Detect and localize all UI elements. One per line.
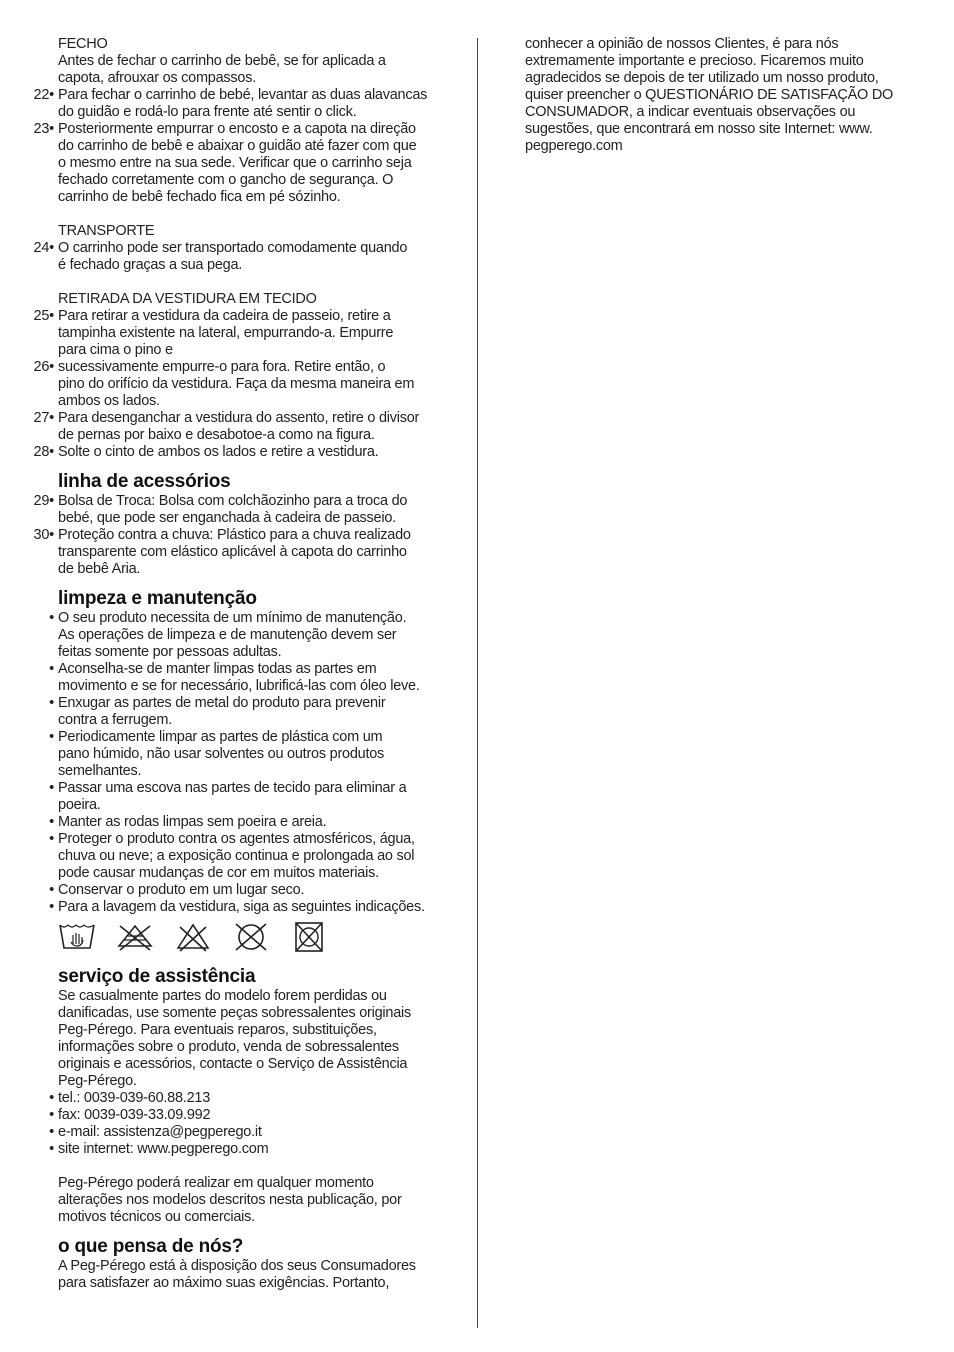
text-line — [28, 1039, 460, 1056]
line-text: Se casualmente partes do modelo forem perdidas ou — [58, 988, 387, 1004]
line-text: Peg-Pérego poderá realizar em qualquer momento — [58, 1175, 374, 1191]
text-line — [495, 121, 925, 138]
line-text: para satisfazer ao máximo suas exigências. Portanto, — [58, 1275, 390, 1291]
list-marker: • — [49, 831, 54, 847]
text-line — [28, 223, 460, 240]
list-marker: • — [49, 661, 54, 677]
text-line — [28, 342, 460, 359]
text-line — [28, 746, 460, 763]
text-line — [28, 729, 460, 746]
text-line — [28, 70, 460, 87]
line-text: Peg-Pérego. — [58, 1073, 137, 1089]
line-text: Periodicamente limpar as partes de plástica com um — [58, 729, 383, 745]
text-line — [495, 70, 925, 87]
line-text: Posteriormente empurrar o encosto e a capota na direção — [58, 121, 416, 137]
list-marker: 28• — [33, 444, 54, 460]
list-marker: 30• — [33, 527, 54, 543]
text-line — [28, 376, 460, 393]
line-text: sucessivamente empurre-o para fora. Retire então, o — [58, 359, 386, 375]
do-not-bleach-icon — [116, 922, 154, 952]
list-marker: • — [49, 729, 54, 745]
do-not-iron-icon — [174, 922, 212, 952]
line-text: chuva ou neve; a exposição continua e prolongada ao sol — [58, 848, 415, 864]
right-column — [495, 36, 925, 155]
line-text: Peg-Pérego. Para eventuais reparos, substituições, — [58, 1022, 377, 1038]
line-text: de bebê Aria. — [58, 561, 141, 577]
line-text: transparente com elástico aplicável à capota do carrinho — [58, 544, 407, 560]
line-text: ambos os lados. — [58, 393, 160, 409]
line-text: pode causar mudanças de cor em muitos materiais. — [58, 865, 379, 881]
line-text: CONSUMADOR, a indicar eventuais observações ou — [525, 104, 856, 120]
text-line — [28, 325, 460, 342]
list-marker: 27• — [33, 410, 54, 426]
left-column — [28, 36, 460, 1292]
text-line — [495, 87, 925, 104]
do-not-dry-clean-icon — [232, 922, 270, 952]
line-text: sugestões, que encontrará em nosso site Internet: www. — [525, 121, 873, 137]
line-text: O seu produto necessita de um mínimo de manutenção. — [58, 610, 407, 626]
line-text: semelhantes. — [58, 763, 142, 779]
list-marker: 24• — [33, 240, 54, 256]
line-text: originais e acessórios, contacte o Serviço de Assistência — [58, 1056, 408, 1072]
text-line — [28, 988, 460, 1005]
line-text: feitas somente por pessoas adultas. — [58, 644, 282, 660]
list-marker: • — [49, 1090, 54, 1106]
line-text: agradecidos se depois de ter utilizado um nosso produto, — [525, 70, 879, 86]
line-text: carrinho de bebê fechado fica em pé sózinho. — [58, 189, 341, 205]
text-line — [28, 882, 460, 899]
paragraph-gap — [28, 1158, 460, 1175]
line-text: conhecer a opinião de nossos Clientes, é para nós — [525, 36, 839, 52]
line-text: tel.: 0039-039-60.88.213 — [58, 1090, 211, 1106]
text-line — [28, 865, 460, 882]
line-text: o mesmo entre na sua sede. Verificar que o carrinho seja — [58, 155, 412, 171]
text-line — [28, 510, 460, 527]
line-text: do carrinho de bebê e abaixar o guidão até fazer com que — [58, 138, 417, 154]
line-text: Enxugar as partes de metal do produto para prevenir — [58, 695, 386, 711]
line-text: Solte o cinto de ambos os lados e retire a vestidura. — [58, 444, 379, 460]
line-text: site internet: www.pegperego.com — [58, 1141, 269, 1157]
text-line — [28, 544, 460, 561]
list-marker: • — [49, 899, 54, 915]
line-text: é fechado graças a sua pega. — [58, 257, 243, 273]
list-marker: • — [49, 1107, 54, 1123]
list-marker: 29• — [33, 493, 54, 509]
line-text: de pernas por baixo e desabotoe-a como na figura. — [58, 427, 375, 443]
text-line — [28, 780, 460, 797]
text-line — [28, 427, 460, 444]
line-text: pegperego.com — [525, 138, 623, 154]
text-line — [28, 899, 460, 916]
line-text: quiser preencher o QUESTIONÁRIO DE SATISFAÇÃO DO — [525, 87, 894, 103]
line-text: pano húmido, não usar solventes ou outros produtos — [58, 746, 385, 762]
text-line — [28, 1124, 460, 1141]
text-line — [28, 1073, 460, 1090]
text-line — [28, 644, 460, 661]
text-line — [28, 1141, 460, 1158]
line-text: danificadas, use somente peças sobressalentes originais — [58, 1005, 411, 1021]
text-line — [28, 848, 460, 865]
line-text: RETIRADA DA VESTIDURA EM TECIDO — [58, 291, 317, 307]
text-line — [28, 359, 460, 376]
text-line — [28, 814, 460, 831]
text-line — [28, 561, 460, 578]
line-text: Proteção contra a chuva: Plástico para a chuva realizado — [58, 527, 411, 543]
line-text: capota, afrouxar os compassos. — [58, 70, 257, 86]
text-line — [28, 493, 460, 510]
text-line — [28, 1175, 460, 1192]
text-line — [28, 53, 460, 70]
text-line — [28, 678, 460, 695]
text-line — [28, 444, 460, 461]
line-text: fechado corretamente com o gancho de segurança. O — [58, 172, 394, 188]
text-line — [495, 138, 925, 155]
list-marker: • — [49, 814, 54, 830]
line-text: Passar uma escova nas partes de tecido para eliminar a — [58, 780, 407, 796]
line-text: As operações de limpeza e de manutenção devem ser — [58, 627, 397, 643]
list-marker: 23• — [33, 121, 54, 137]
line-text: Para retirar a vestidura da cadeira de passeio, retire a — [58, 308, 391, 324]
paragraph-gap — [28, 274, 460, 291]
line-text: movimento e se for necessário, lubrificá-las com óleo leve. — [58, 678, 420, 694]
text-line — [28, 121, 460, 138]
list-marker: • — [49, 1124, 54, 1140]
text-line — [28, 308, 460, 325]
text-line — [28, 831, 460, 848]
list-marker: 22• — [33, 87, 54, 103]
list-marker: 26• — [33, 359, 54, 375]
line-text: para cima o pino e — [58, 342, 173, 358]
text-line — [28, 695, 460, 712]
list-marker: • — [49, 610, 54, 626]
text-line — [28, 240, 460, 257]
column-divider — [477, 38, 478, 1328]
section-heading: o que pensa de nós? — [58, 1236, 244, 1257]
text-line — [28, 87, 460, 104]
care-icons-row — [28, 918, 460, 956]
text-line — [28, 104, 460, 121]
line-text: Conservar o produto em um lugar seco. — [58, 882, 305, 898]
text-line — [495, 104, 925, 121]
do-not-tumble-dry-icon — [290, 922, 328, 952]
text-line — [28, 189, 460, 206]
line-text: A Peg-Pérego está à disposição dos seus Consumadores — [58, 1258, 416, 1274]
line-text: e-mail: assistenza@pegperego.it — [58, 1124, 262, 1140]
text-line — [28, 257, 460, 274]
text-line — [28, 712, 460, 729]
text-line — [28, 797, 460, 814]
text-line — [28, 1056, 460, 1073]
line-text: Bolsa de Troca: Bolsa com colchãozinho para a troca do — [58, 493, 408, 509]
text-line — [28, 138, 460, 155]
paragraph-gap — [28, 206, 460, 223]
line-text: Aconselha-se de manter limpas todas as partes em — [58, 661, 377, 677]
line-text: poeira. — [58, 797, 101, 813]
text-line — [495, 36, 925, 53]
text-line — [28, 1005, 460, 1022]
text-line — [495, 53, 925, 70]
text-line — [28, 172, 460, 189]
text-line — [28, 610, 460, 627]
line-text: bebé, que pode ser enganchada à cadeira de passeio. — [58, 510, 396, 526]
text-line — [28, 1022, 460, 1039]
text-line — [28, 1258, 460, 1275]
list-marker: • — [49, 1141, 54, 1157]
section-heading: limpeza e manutenção — [58, 588, 257, 609]
line-text: contra a ferrugem. — [58, 712, 172, 728]
list-marker: 25• — [33, 308, 54, 324]
list-marker: • — [49, 882, 54, 898]
line-text: Manter as rodas limpas sem poeira e areia. — [58, 814, 327, 830]
text-line — [28, 527, 460, 544]
hand-wash-30-icon — [58, 922, 96, 952]
line-text: do guidão e rodá-lo para frente até sentir o click. — [58, 104, 357, 120]
section-heading: linha de acessórios — [58, 471, 231, 492]
line-text: Para fechar o carrinho de bebé, levantar as duas alavancas — [58, 87, 428, 103]
line-text: extremamente importante e precioso. Ficaremos muito — [525, 53, 864, 69]
text-line — [28, 627, 460, 644]
line-text: motivos técnicos ou comerciais. — [58, 1209, 255, 1225]
line-text: Para desenganchar a vestidura do assento, retire o divisor — [58, 410, 420, 426]
text-line — [28, 1107, 460, 1124]
line-text: Proteger o produto contra os agentes atmosféricos, água, — [58, 831, 415, 847]
text-line — [28, 1209, 460, 1226]
text-line — [28, 291, 460, 308]
line-text: Para a lavagem da vestidura, siga as seguintes indicações. — [58, 899, 425, 915]
line-text: FECHO — [58, 36, 108, 52]
line-text: tampinha existente na lateral, empurrando-a. Empurre — [58, 325, 394, 341]
line-text: O carrinho pode ser transportado comodamente quando — [58, 240, 408, 256]
text-line — [28, 1090, 460, 1107]
text-line — [28, 661, 460, 678]
line-text: fax: 0039-039-33.09.992 — [58, 1107, 211, 1123]
list-marker: • — [49, 695, 54, 711]
text-line — [28, 155, 460, 172]
line-text: Antes de fechar o carrinho de bebê, se for aplicada a — [58, 53, 386, 69]
text-line — [28, 36, 460, 53]
text-line — [28, 410, 460, 427]
list-marker: • — [49, 780, 54, 796]
text-line — [28, 1275, 460, 1292]
line-text: informações sobre o produto, venda de sobressalentes — [58, 1039, 399, 1055]
line-text: alterações nos modelos descritos nesta publicação, por — [58, 1192, 402, 1208]
section-heading: serviço de assistência — [58, 966, 256, 987]
text-line — [28, 763, 460, 780]
line-text: pino do orifício da vestidura. Faça da mesma maneira em — [58, 376, 415, 392]
text-line — [28, 393, 460, 410]
text-line — [28, 1192, 460, 1209]
line-text: TRANSPORTE — [58, 223, 155, 239]
